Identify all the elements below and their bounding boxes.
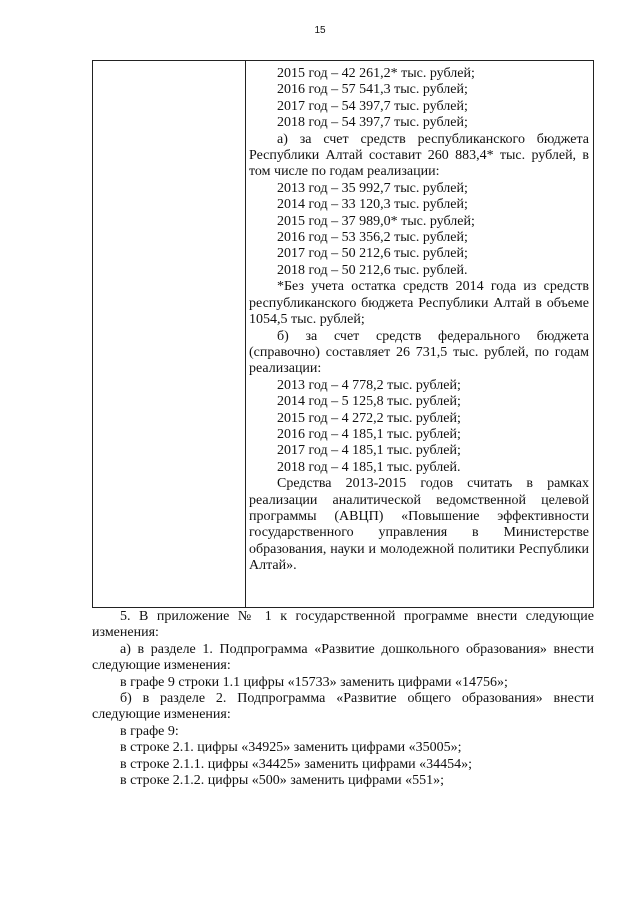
funding-line: 2018 год – 4 185,1 тыс. рублей. bbox=[277, 459, 461, 475]
amendments-text bbox=[92, 609, 594, 789]
amendment-paragraph: а) в разделе 1. Подпрограмма «Развитие дошкольного образования» внести следующие изменения: bbox=[92, 641, 594, 674]
funding-line: 2013 год – 35 992,7 тыс. рублей; bbox=[277, 180, 468, 196]
footnote-paragraph: *Без учета остатка средств 2014 года из средств республиканского бюджета Республики Алтай в объеме 1054,5 тыс. рублей; bbox=[249, 279, 589, 328]
regional-budget-paragraph: а) за счет средств республиканского бюджета Республики Алтай составит 260 883,4* тыс. рублей, в том числе по годам реализации: bbox=[249, 131, 589, 180]
passport-table bbox=[92, 60, 594, 608]
funding-line: 2018 год – 54 397,7 тыс. рублей; bbox=[277, 115, 468, 131]
funding-line: 2015 год – 37 989,0* тыс. рублей; bbox=[277, 213, 475, 229]
amendment-paragraph: 5. В приложение № 1 к государственной программе внести следующие изменения: bbox=[92, 609, 594, 641]
amendment-line: в строке 2.1.1. цифры «34425» заменить цифрами «34454»; bbox=[120, 756, 473, 772]
funding-line: 2016 год – 4 185,1 тыс. рублей; bbox=[277, 426, 461, 442]
amendment-line: в строке 2.1.2. цифры «500» заменить цифрами «551»; bbox=[120, 773, 445, 789]
funding-line: 2016 год – 57 541,3 тыс. рублей; bbox=[277, 82, 468, 98]
funding-line: 2018 год – 50 212,6 тыс. рублей. bbox=[277, 262, 468, 278]
amendment-paragraph: б) в разделе 2. Подпрограмма «Развитие общего образования» внести следующие изменения: bbox=[92, 691, 594, 723]
amendment-line: в графе 9: bbox=[120, 723, 179, 739]
federal-budget-paragraph: б) за счет средств федерального бюджета (справочно) составляет 26 731,5 тыс. рублей, по годам реализации: bbox=[249, 328, 589, 377]
amendment-line: в строке 2.1. цифры «34925» заменить цифрами «35005»; bbox=[120, 740, 462, 756]
funding-line: 2013 год – 4 778,2 тыс. рублей; bbox=[277, 377, 461, 393]
table-column-divider bbox=[245, 61, 246, 607]
funding-line: 2017 год – 4 185,1 тыс. рублей; bbox=[277, 443, 461, 459]
funding-line: 2016 год – 53 356,2 тыс. рублей; bbox=[277, 230, 468, 246]
funding-line: 2015 год – 42 261,2* тыс. рублей; bbox=[277, 66, 475, 81]
funding-cell bbox=[249, 66, 589, 575]
funding-line: 2014 год – 33 120,3 тыс. рублей; bbox=[277, 197, 468, 213]
avcp-paragraph: Средства 2013-2015 годов считать в рамках реализации аналитической ведомственной целевой программы (АВЦП) «Повышение эффективности государственного управления в Министерстве образования, науки и молодежной политики Республики Алтай». bbox=[249, 476, 589, 574]
funding-line: 2015 год – 4 272,2 тыс. рублей; bbox=[277, 410, 461, 426]
funding-line: 2017 год – 50 212,6 тыс. рублей; bbox=[277, 246, 468, 262]
page-number: 15 bbox=[314, 25, 326, 36]
amendment-line: в графе 9 строки 1.1 цифры «15733» заменить цифрами «14756»; bbox=[120, 674, 508, 690]
funding-line: 2017 год – 54 397,7 тыс. рублей; bbox=[277, 98, 468, 114]
funding-line: 2014 год – 5 125,8 тыс. рублей; bbox=[277, 394, 461, 410]
